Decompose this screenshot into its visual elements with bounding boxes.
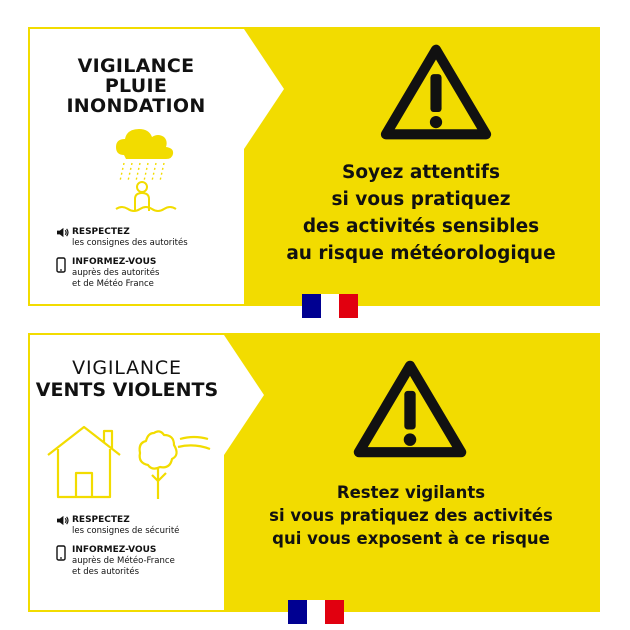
advice-heading: RESPECTEZ bbox=[72, 227, 130, 237]
chevron-notch bbox=[242, 29, 286, 149]
speaker-icon bbox=[56, 515, 69, 526]
republique-francaise-flag-icon bbox=[288, 600, 344, 624]
advice-text: les consignes des autorités bbox=[72, 238, 188, 248]
smartphone-icon bbox=[56, 545, 66, 561]
advice-heading: RESPECTEZ bbox=[72, 515, 130, 525]
advice-item-respect bbox=[56, 515, 236, 537]
title-line: VIGILANCE bbox=[77, 55, 195, 77]
message-line: si vous pratiquez des activités bbox=[269, 506, 553, 525]
chevron-notch bbox=[222, 335, 266, 455]
advice-text: auprès des autorités bbox=[72, 268, 160, 278]
house-tree-wind-icon bbox=[44, 421, 214, 501]
republique-francaise-flag-icon bbox=[302, 294, 358, 318]
message-line: au risque météorologique bbox=[286, 243, 556, 264]
vigilance-card-rain bbox=[28, 27, 600, 306]
title-line: INONDATION bbox=[66, 94, 206, 117]
message-line: Restez vigilants bbox=[336, 483, 486, 502]
warning-triangle-icon bbox=[352, 359, 468, 459]
advice-list bbox=[56, 227, 236, 298]
advice-item-inform bbox=[56, 257, 236, 290]
smartphone-icon bbox=[56, 257, 66, 273]
advice-text: et de Météo France bbox=[72, 279, 154, 289]
advice-text: auprès de Météo-France bbox=[72, 556, 175, 566]
advice-heading: INFORMEZ-VOUS bbox=[72, 257, 157, 267]
speaker-icon bbox=[56, 227, 69, 238]
vigilance-card-wind bbox=[28, 333, 600, 612]
message-line: qui vous exposent à ce risque bbox=[272, 529, 550, 548]
advice-item-respect bbox=[56, 227, 236, 249]
advice-list bbox=[56, 515, 236, 586]
message-line: si vous pratiquez bbox=[331, 189, 511, 210]
message-line: des activités sensibles bbox=[302, 216, 540, 237]
title-line: VIGILANCE bbox=[72, 357, 182, 379]
advice-text: et des autorités bbox=[72, 567, 139, 577]
warning-triangle-icon bbox=[380, 43, 492, 141]
message-line: Soyez attentifs bbox=[342, 162, 500, 183]
message-text bbox=[244, 159, 598, 267]
advice-heading: INFORMEZ-VOUS bbox=[72, 545, 157, 555]
title-line: VENTS VIOLENTS bbox=[35, 378, 219, 401]
card-title bbox=[30, 359, 224, 401]
card-title bbox=[30, 57, 242, 117]
advice-item-inform bbox=[56, 545, 236, 578]
message-text bbox=[224, 481, 598, 550]
title-line: PLUIE bbox=[104, 74, 168, 97]
rain-cloud-person-water-icon bbox=[110, 121, 190, 221]
advice-text: les consignes de sécurité bbox=[72, 526, 180, 536]
